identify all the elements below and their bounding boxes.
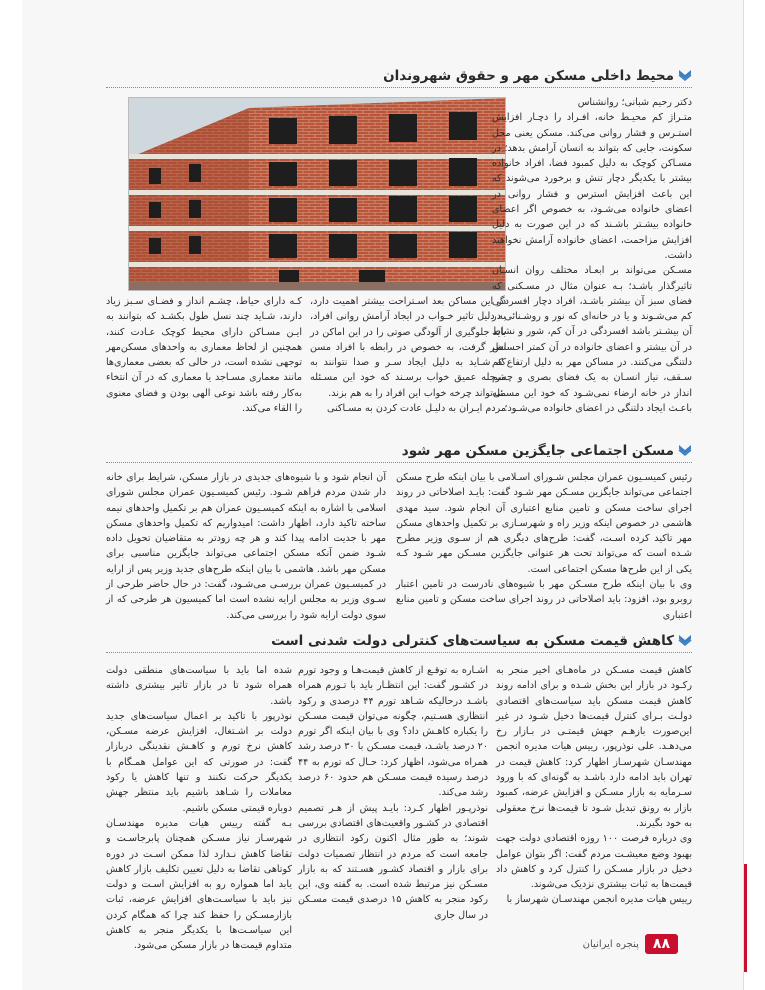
section-title: محیط داخلی مسکن مهر و حقوق شهروندان [383,68,692,84]
chevron-down-icon [678,68,692,82]
page-number: ۸۸ [645,934,678,954]
section-title: مسکن اجتماعی جایگزین مسکن مهر شود [402,443,692,459]
article-column: آن انجام شود و با شیوه‌های جدیدی در بازار مسکن، شرایط برای خانه دار شدن مردم فراهم شـود. رئیس کمیسـیون عمران مجلس شورای اسلامی با اشاره به اینکه کمیسـیون عمران هم بر تکمیل واحدهای نیمه ساخته تاکید دارد، اظهار داشت: امیدواریم که تکمیل واحدهای مسکن مهر با جدیت ادامه پیدا کند و هر چه زودتر به متقاضیان تحویل داده شـود ضمن آنکه مسکن اجتماعی می‌تواند جایگزین مناسبی برای مسکن مهر باشد. هاشمی با بیان اینکه طرح‌های جدید وزیر پس از ارایه در کمیسـیون عمران بررسـی می‌شـود، گفت: در حال حاضر طرحی از سـوی وزیر به مجلس ارایه نشده است اما کمیسیون هر طرحی که از سوی دولت ارایه شود را بررسی می‌کند. [106,472,386,621]
section-header-1 [106,68,692,90]
red-marker [744,864,747,972]
page-footer [583,934,678,954]
chevron-down-icon [678,633,692,647]
section-divider [106,462,692,463]
article-column: دکتر رحیم شبانی؛ روانشناس متـراژ کم محیـط خانه، افـراد را دچـار افزایش استـرس و فشار روانی می‌کند. مسکن یعنی محل سکونت، جایی که بتواند به انسان آرامش بدهد؛ در مسـاکن کوچک به دلیل کمبود فضا، افراد خانواده بیشتر با یکدیگر دچار تنش و برخورد می‌شوند که این باعث افزایش استرس و فشار روانی در اعضای خانواده می‌شـود، به خصوص اگر اعضای خانواده بیشـتر باشـند که در این صورت به دلیل افزایش مزاحمت، اعضای خانواده آرامش نخواهند داشت. مسـکن می‌تواند بر ابعـاد مختلف روان انسـان تاثیرگذار باشـد؛ بـه عنوان مثال در مسـکنی که فضای سبز آن بیشتر باشـد، افراد دچار افسردگی کم می‌شـوند و یا در خانه‌ای که نور و روشـنائی در آن بیشـتر باشد افسردگی در آن کم، شور و نشاط در آن بیشتر و اعضای خانواده در آن کمتر احساس دلتنگی می‌کنند. در مساکن مهر به دلیل ارتفاع کم سـقف، نیاز انسـان به یک فضای بصری و چشم انداز در خانه ارضاء نمی‌شـود که خود این مسـئله باعـث ایجاد دلتنگی در اعضای خانواده می‌شـود؛ [492,97,692,414]
article-column: کـه دارای حیاط، چشـم انداز و فضـای سـبز زیاد دارند، شـاید چند نسل طول بکشـد که بتوانند به ایـن مسـاکن دارای محیط کوچک عـادت کنند، همچنین از لحاظ معماری به واحدهای مسکن‌مهر توجهی نشده است، در حالی که بعضی معماری‌ها مانند معماری مسـاجد یا معماری که در آن انتخاء به‌کار رفته باشد نوعی الهی بودن و فضای معنوی را القاء می‌کند. [106,296,302,415]
article-column: کاهش قیمت مسـکن در ماه‌هـای اخیر منجر به رکـود در بازار این بخش شـده و برای ادامه روند کاهش قیمت مسکن باید سیاست‌های اقتصادی دولـت بـرای کنترل قیمت‌ها دخیل شـود در غیر این‌صورت بازهـم جهش قیمتـی در بـازار رخ می‌دهـد. علی نوذرپور، رییس هیات مدیره انجمن مهندسـان شهرسـاز اظهار کرد: کاهش قیمت در تهران باید ادامه دارد باشـد به گونه‌ای که با ورود سـرمایه به بازار مسـکن و افزایش عرضه، کمبود بازار به رونق تبدیل شـود تا قیمت‌ها نرخ معقولی به خود بگیرند. وی درباره فرصت ۱۰۰ روزه اقتصادی دولت جهت بهبود وضع معیشـت مردم گفت: اگر بتوان عوامل دخیل در بازار مسـکن را کنترل کرد و کاهش داد قیمت‌ها به ثبات بیشتری نزدیک می‌شوند. رییس هیات مدیره انجمن مهندسـان شهرساز با [496,665,692,906]
page [22,0,744,990]
article-column: رئیس کمیسـیون عمران مجلس شـورای اسـلامی با بیان اینکه طرح مسکن اجتماعی می‌تواند جایگزین مسـکن مهر شـود گفت: بایـد اصلاحاتی در روند اجرای ساخت مسکن و تامین منابع اعتباری آن انجام شود. سید مهدی هاشمی در خصوص اینکه وزیر راه و شهرسـازی بر تکمیل واحدهای مسکن مهر تاکید کرده اسـت، گفت: طرح‌های دیگری هم از سـوی وزیر مطرح شـده است که می‌تواند تحت هر عنوانی جایگزین مسـکن مهر شـود کـه یکی از این طرح‌ها مسکن اجتماعی است. وی با بیان اینکه طرح مسـکن مهر با شیوه‌های نادرست در تامین اعتبار روبرو بود، افزود: باید اصلاحاتی در روند اجرای ساخت مسکن و تامین منابع اعتباری [396,472,692,621]
article-column: اشـاره به توقـع از کاهش قیمت‌هـا و وجود تورم در کشـور گفت: این انتظـار باید با تـورم همراه باشـد درحالیکه شـاهد تورم ۴۴ درصدی و رکود انتظاری هسـتیم، چگونه می‌توان قیمت مسـکن را یکباره کاهـش داد؟ وی با بیان اینکه اگر تورم ۲۰ درصد باشـد، قیمت مسـکن با ۳۰ درصد رشد همراه می‌شود، اظهار کرد: حـال که تورم به ۴۴ درصد رسیده قیمت مسـکن هم حدود ۶۰ درصد رشد می‌کند. نوذرپـور اظهار کـرد: بایـد پیش از هـر تصمیم اقتصادی در کشـور واقعیت‌های اقتصادی بررسی شوند؛ به طور مثال اکنون رکود انتظاری در جامعه است که مردم در انتظار تصمیات دولت برای بازار و اقتصاد کشـور هسـتند که به بازار مسـکن نیز مرتبط شده است. به گفته وی، این رکود منجر به کاهش ۱۵ درصدی قیمت مسـکن در سال جاری [298,665,489,921]
chevron-down-icon [678,443,692,457]
section-divider [106,87,692,88]
section-title: کاهش قیمت مسکن به سیاست‌های کنترلی دولت شدنی است [271,633,692,649]
section-header-3 [106,633,692,655]
article-column: در این مساکن بعد اسـتراحت بیشتر اهمیت دارد، به دلیل تاثیر خـواب در ایجاد آرامش روانی افراد، باید جلوگیری از آلودگی صوتی را در این اماکن در نظر گرفت، به خصوص در رابطه با افراد مسن که شـاید به دلیل ایجاد سـر و صدا نتوانند به مرحله عمیق خواب برسـند که خود این مسـئله می‌تواند چرخه خواب این افراد را به هم بزند. مردم ایـران به دلیـل عادت کردن به مسـاکنی [310,296,506,415]
section-divider [106,652,692,653]
page-edge-rail [743,0,765,990]
article-column: شده اما باید با سیاست‌های منطقی دولت همراه شود تا در بازار تاثیر بیشتری داشته باشد. نوذرپور با تاکید بر اعمال سیاست‌های جدید دولت بر اشـتغال، افزایش عرضه مسـکن، کاهش نرخ تورم و کاهـش نقدینگی دربازار گفت: در صورتی که این عوامل همـگام با یکدیگر حرکت نکنند و تنها کاهش یا رکود معاملات را شـاهد باشیم باید منتظر جهش دوباره قیمتی مسکن باشیم. بـه گفته رییس هیات مدیره مهندسـان شهرسـاز نیاز مسـکن همچنان پابرجاسـت و تقاضا کاهش نـدارد لذا ممکن اسـت در دوره کوتاهی تقاضا به دلیل تعیین تکلیف بازار کاهش یابد اما همواره رو به افزایش اسـت و دولت نیز باید با سیاسـت‌های افزایش عرضه، ثبات بازارمسـکن را حفظ کند چرا که همگام کردن این سیاسـت‌ها با یکدیگر منجر به کاهش متداوم قیمت‌ها در بازار مسکن می‌شود. [106,665,292,952]
section-header-2 [106,443,692,465]
building-photo [128,97,506,291]
magazine-name: پنجره ایرانیان [582,938,639,950]
